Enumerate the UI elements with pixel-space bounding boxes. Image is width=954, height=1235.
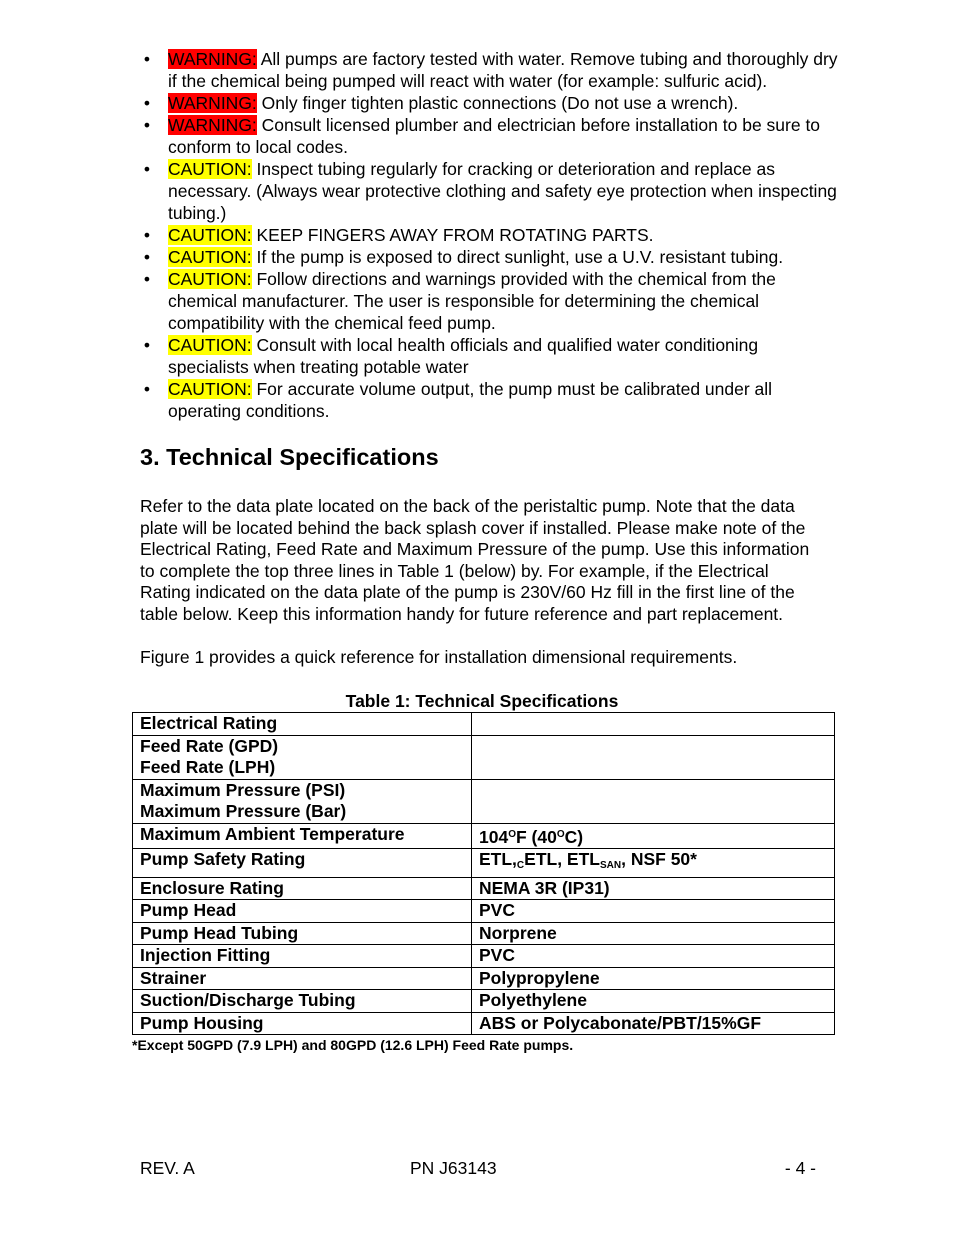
table-row — [133, 945, 835, 968]
table-row — [133, 1012, 835, 1035]
caution-label: CAUTION: — [168, 225, 252, 245]
bullet-text: Consult with local health officials and qualified water conditioning specialists when treating potable water — [168, 335, 759, 377]
caution-label: CAUTION: — [168, 335, 252, 355]
table-row — [133, 823, 835, 849]
bullet-text: Only finger tighten plastic connections (Do not use a wrench). — [256, 93, 739, 113]
caution-label: CAUTION: — [168, 379, 252, 399]
page-number: - 4 - — [784, 1158, 816, 1178]
bullet-dot: • — [143, 49, 151, 69]
bullet-text: All pumps are factory tested with water. Remove tubing and thoroughly dry if the chemical being pumped will react with water (for example: sulfuric acid). — [168, 49, 838, 91]
spec-label: Pump Head — [133, 900, 472, 923]
bullet-dot: • — [143, 335, 151, 355]
table-row — [133, 922, 835, 945]
spec-label: Enclosure Rating — [133, 877, 472, 900]
bullet-text: For accurate volume output, the pump must be calibrated under all operating conditions. — [168, 379, 773, 421]
warning-label: WARNING: — [168, 93, 257, 113]
bullet-item — [140, 224, 840, 246]
bullet-item — [140, 246, 840, 268]
spec-value: PVC — [472, 900, 835, 923]
spec-label: Maximum Ambient Temperature — [133, 823, 472, 849]
section-paragraph: Refer to the data plate located on the back of the peristaltic pump. Note that the data plate will be located behind the back splash cover if installed. Please make note of the Electrical Rating, Feed Rate and Maximum Pressure of the pump. Use this information to complete the top three lines in Table 1 (below) by. For example, if the Electrical Rating indicated on the data plate of the pump is 230V/60 Hz fill in the first line of the table below. Keep this information handy for future reference and part replacement. — [140, 496, 810, 624]
table-row — [133, 779, 835, 823]
spec-value: Polypropylene — [472, 967, 835, 990]
bullet-text: Follow directions and warnings provided with the chemical from the chemical manufacturer. The user is responsible for determining the chemical compatibility with the chemical feed pump. — [168, 269, 776, 333]
page-content — [132, 48, 840, 1055]
bullet-text: KEEP FINGERS AWAY FROM ROTATING PARTS. — [251, 225, 654, 245]
specifications-table — [132, 712, 835, 1035]
spec-label: Electrical Rating — [133, 713, 472, 736]
spec-value: Norprene — [472, 922, 835, 945]
caution-label: CAUTION: — [168, 247, 252, 267]
caution-label: CAUTION: — [168, 269, 252, 289]
bullet-dot: • — [143, 269, 151, 289]
page-footer — [140, 1157, 816, 1179]
bullet-dot: • — [143, 247, 151, 267]
revision-label: REV. A — [140, 1158, 195, 1178]
bullet-item — [140, 92, 840, 114]
spec-value: ABS or Polycabonate/PBT/15%GF — [472, 1012, 835, 1035]
spec-label: Pump Housing — [133, 1012, 472, 1035]
spec-value — [472, 713, 835, 736]
table-row — [133, 713, 835, 736]
section-heading: 3. Technical Specifications — [140, 444, 439, 470]
spec-label: Pump Safety Rating — [133, 849, 472, 878]
caution-label: CAUTION: — [168, 159, 252, 179]
bullet-item — [140, 268, 840, 334]
bullet-text: Inspect tubing regularly for cracking or deterioration and replace as necessary. (Always wear protective clothing and safety eye protection when inspecting tubing.) — [168, 159, 837, 223]
spec-value: $104^OF$ $(40^OC)$ — [472, 823, 835, 849]
spec-value: PVC — [472, 945, 835, 968]
table-row — [133, 849, 835, 878]
bullet-dot: • — [143, 225, 151, 245]
table-caption: Table 1: Technical Specifications — [345, 691, 619, 712]
spec-label: Feed Rate (GPD) Feed Rate (LPH) — [133, 735, 472, 779]
bullet-item — [140, 334, 840, 378]
spec-label: Strainer — [133, 967, 472, 990]
bullet-dot: • — [143, 115, 151, 135]
spec-label: Injection Fitting — [133, 945, 472, 968]
table-row — [133, 877, 835, 900]
warning-label: WARNING: — [168, 115, 257, 135]
warning-label: WARNING: — [168, 49, 257, 69]
part-number: PN J63143 — [410, 1158, 497, 1178]
table-row — [133, 967, 835, 990]
bullet-dot: • — [143, 159, 151, 179]
spec-value: NEMA 3R (IP31) — [472, 877, 835, 900]
bullet-text: Consult licensed plumber and electrician before installation to be sure to conform to local codes. — [168, 115, 821, 157]
spec-value: $ETL,_CETL$, $ETL_{SAN}$, NSF 50* — [472, 849, 835, 878]
spec-label: Maximum Pressure (PSI) Maximum Pressure (Bar) — [133, 779, 472, 823]
bullet-text: If the pump is exposed to direct sunlight, use a U.V. resistant tubing. — [251, 247, 784, 267]
spec-label: Suction/Discharge Tubing — [133, 990, 472, 1013]
bullet-item — [140, 158, 840, 224]
table-row — [133, 900, 835, 923]
bullet-item — [140, 48, 840, 92]
bullet-item — [140, 378, 840, 422]
bullet-dot: • — [143, 379, 151, 399]
bullet-item — [140, 114, 840, 158]
table-footnote: *Except 50GPD (7.9 LPH) and 80GPD (12.6 LPH) Feed Rate pumps. — [132, 1037, 574, 1054]
spec-value — [472, 735, 835, 779]
figure-reference-paragraph: Figure 1 provides a quick reference for installation dimensional requirements. — [140, 646, 738, 667]
bullet-dot: • — [143, 93, 151, 113]
table-row — [133, 735, 835, 779]
spec-label: Pump Head Tubing — [133, 922, 472, 945]
safety-bullet-list — [140, 48, 840, 422]
table-row — [133, 990, 835, 1013]
spec-value — [472, 779, 835, 823]
spec-value: Polyethylene — [472, 990, 835, 1013]
